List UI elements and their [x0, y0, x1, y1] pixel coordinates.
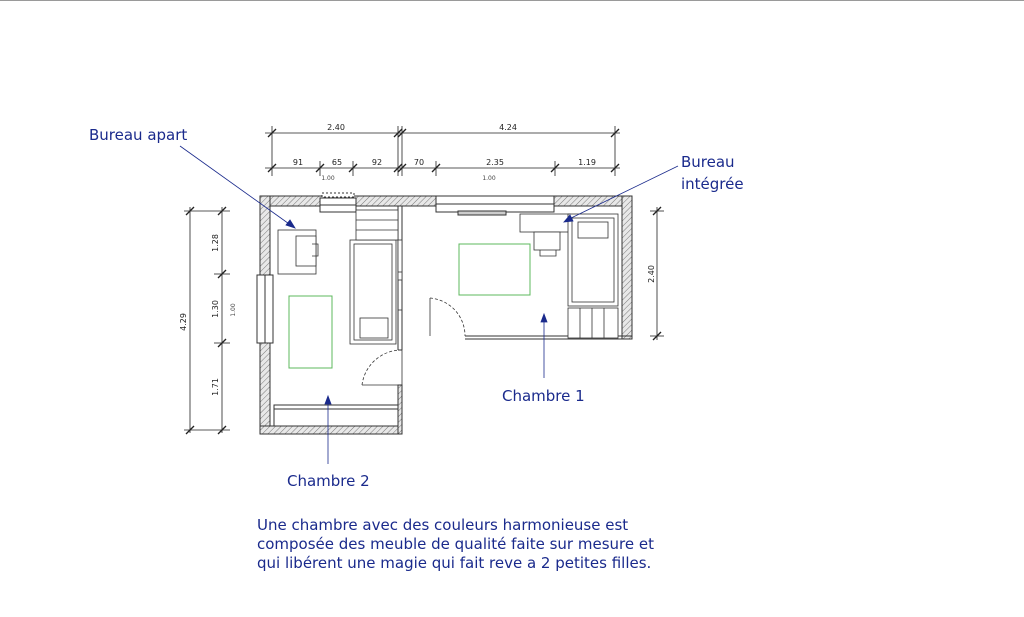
rug-chambre-1: [459, 244, 530, 295]
label-bureau-integree-line2: intégrée: [681, 175, 744, 193]
rug-chambre-2: [289, 296, 332, 368]
label-bureau-integree-line1: Bureau: [681, 153, 735, 171]
dim-top-inner-6: 1.19: [578, 158, 596, 167]
dim-left-inner-2: 1.30: [211, 300, 220, 318]
dim-top-outer-right: 4.24: [499, 123, 517, 132]
caption-line-2: composée des meuble de qualité faite sur mesure et: [257, 535, 654, 553]
furniture-chambre-2: [278, 210, 402, 344]
dim-top-window-left: 1.00: [321, 175, 335, 182]
label-bureau-apart: Bureau apart: [89, 126, 188, 144]
dim-left-inner-1: 1.28: [211, 234, 220, 252]
furniture-chambre-1: [520, 214, 618, 338]
dim-right-outer: 2.40: [647, 265, 656, 283]
dim-left-outer: 4.29: [179, 313, 188, 331]
dim-top-inner-5: 2.35: [486, 158, 504, 167]
caption-line-1: Une chambre avec des couleurs harmonieuse est: [257, 516, 629, 534]
label-chambre-2: Chambre 2: [287, 472, 370, 490]
dim-top-inner-3: 92: [371, 158, 383, 167]
dim-top-outer-left: 2.40: [327, 123, 345, 132]
dim-top-inner-2: 65: [331, 158, 343, 167]
description-caption: [257, 516, 697, 573]
dim-top-inner-1: 91: [292, 158, 304, 167]
dim-left-window: 1.00: [230, 303, 237, 317]
caption-line-3: qui libérent une magie qui fait reve a 2 petites filles.: [257, 554, 652, 572]
dim-top-inner-4: 70: [413, 158, 425, 167]
dim-left-inner-3: 1.71: [211, 378, 220, 396]
dim-top-window-right: 1.00: [482, 175, 496, 182]
label-chambre-1: Chambre 1: [502, 387, 585, 405]
